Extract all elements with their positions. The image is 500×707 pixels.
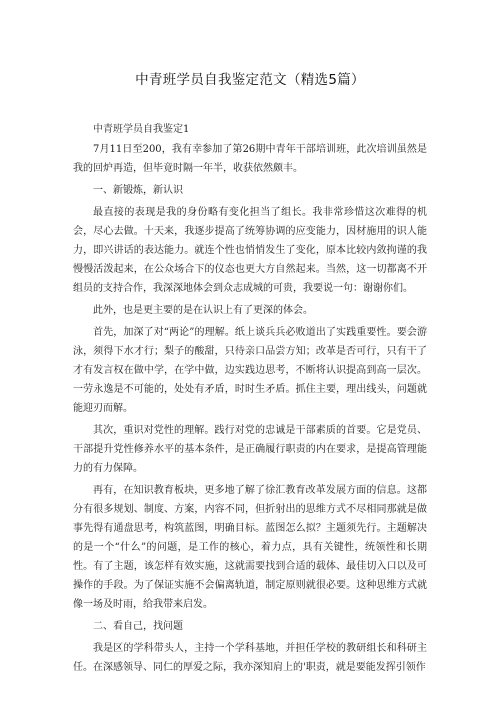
paragraph: 首先，加深了对“两论”的理解。纸上谈兵兵必败道出了实践重要性。要会游泳，须得下水才行；梨子的酸甜，只待亲口品尝方知；改革是否可行，只有干了才有发言权在做中学，在学中做，边实践边思考，不断将认识提高到高一层次。一劳永逸是不可能的，处处有矛盾，时时生矛盾。抓住主要，理出线头，问题就能迎刃而解。 — [73, 327, 427, 414]
paragraph: 此外，也是更主要的是在认识上有了更深的体会。 — [93, 305, 313, 316]
paragraph: 其次，重识对党性的理解。践行对党的忠诚是干部素质的首要。它是党员、干部提升党性修养水平的基本条件，是正确履行职责的内在要求，是提高管理能力的有力保障。 — [73, 425, 427, 474]
paragraph: 我是区的学科带头人，主持一个学科基地，并担任学校的教研组长和科研主任。在深感领导、同仁的厚爱之际，我亦深知肩上的'职责，就是要能发挥引领作 — [73, 643, 427, 673]
document-title: 中青班学员自我鉴定范文（精选5篇） — [135, 72, 365, 88]
document-body — [73, 120, 427, 680]
paragraph: 最直接的表现是我的身份略有变化担当了组长。我非常珍惜这次难得的机会，尽心去做。十天来，我逐步提高了统筹协调的应变能力，因材施用的识人能力，即兴讲话的表达能力。就连个性也悄悄发生了变化，原本比较内敛拘谨的我慢慢活泼起来，在公众场合下的仪态也更大方自然起来。当然，这一切都离不开组员的支持合作，我深深地体会到众志成城的可贵，我要说一句：谢谢你们。 — [73, 207, 427, 294]
paragraph: 7月11日至200，我有幸参加了第26期中青年干部培训班，此次培训虽然是我的回炉再造，但毕竟时隔一年半，收获依然颇丰。 — [73, 144, 427, 174]
section-heading: 一、新锻炼，新认识 — [93, 185, 183, 196]
section-heading: 二、看自己，找问题 — [93, 621, 183, 632]
section-heading: 中青班学员自我鉴定1 — [93, 124, 190, 135]
paragraph: 再有，在知识教育板块，更多地了解了徐汇教育改革发展方面的信息。这都分有很多规划、制度、方案，内容不同，但折射出的思维方式不尽相同那就是做事先得有通盘思考，构筑蓝图，明确目标。蓝图怎么拟？主题须先行。主题解决的是一个“什么”的问题，是工作的核心，着力点，具有关键性，统领性和长期性。有了主题，该怎样有效实施，这就需要找到合适的载体、最佳切入口以及可操作的手段。为了保证实施不会偏离轨道，制定原则就很必要。这种思维方式就像一场及时雨，给我带来启发。 — [73, 485, 427, 610]
